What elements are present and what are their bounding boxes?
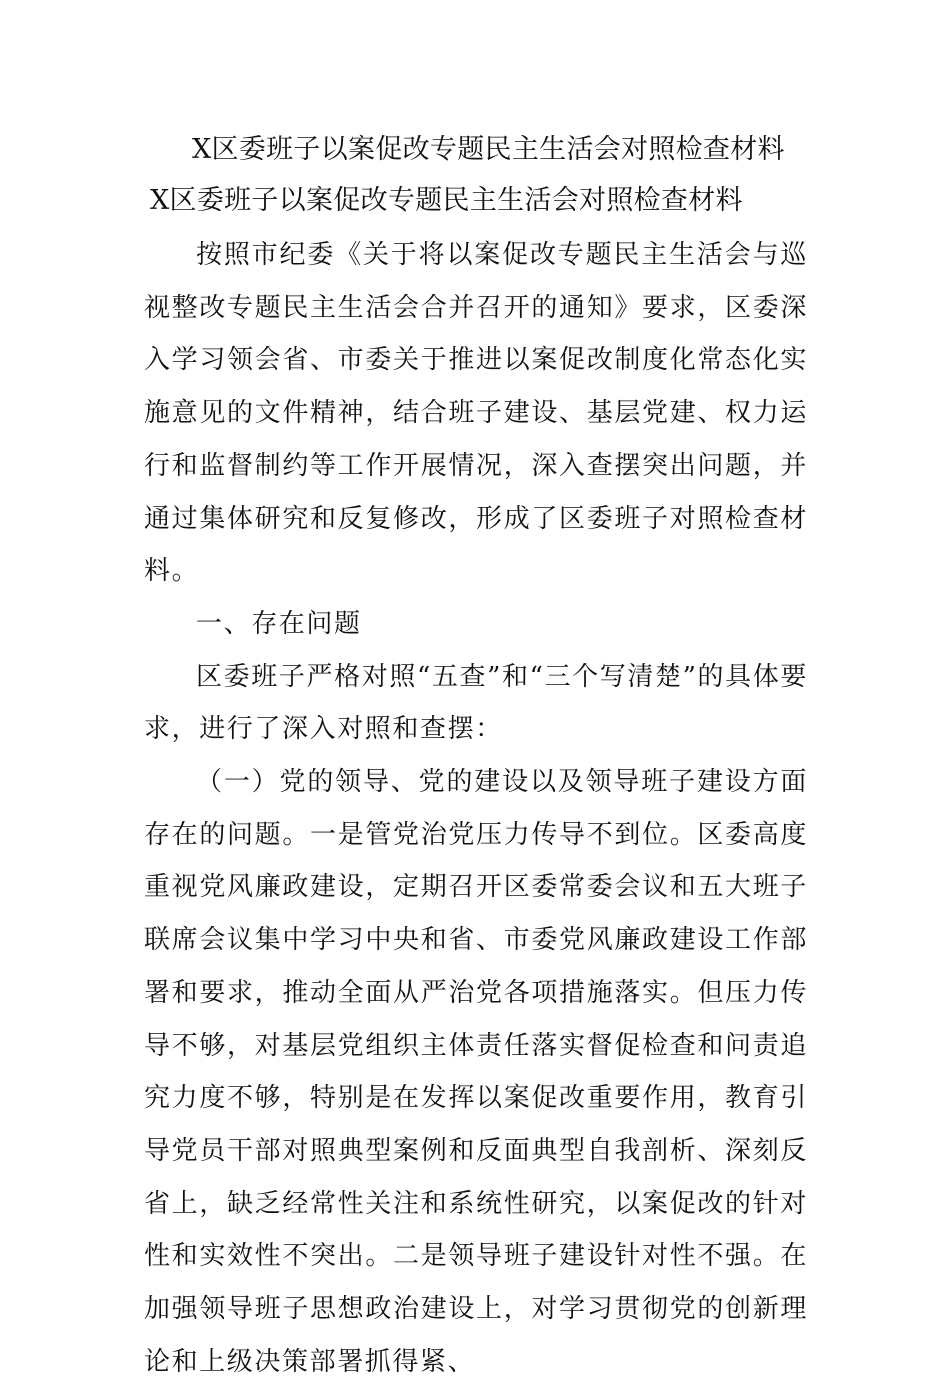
section-heading: 一、存在问题 (196, 608, 362, 639)
intro-paragraph: 按照市纪委《关于将以案促改专题民主生活会与巡视整改专题民主生活会合并召开的通知》要求，区委深入学习领会省、市委关于推进以案促改制度化常态化实施意见的文件精神，结合班子建设、基层党建、权力运行和监督制约等工作开展情况，深入查摆突出问题，并通过集体研究和反复修改，形成了区委班子对照检查材料。 (144, 240, 808, 587)
item-1-paragraph: （一）党的领导、党的建设以及领导班子建设方面存在的问题。一是管党治党压力传导不到位。区委高度重视党风廉政建设，定期召开区委常委会议和五大班子联席会议集中学习中央和省、市委党风廉政建设工作部署和要求，推动全面从严治党各项措施落实。但压力传导不够，对基层党组织主体责任落实督促检查和问责追究力度不够，特别是在发挥以案促改重要作用，教育引导党员干部对照典型案例和反面典型自我剖析、深刻反省上，缺乏经常性关注和系统性研究，以案促改的针对性和实效性不突出。二是领导班子建设针对性不强。在加强领导班子思想政治建设上，对学习贯彻党的创新理论和上级决策部署抓得紧、 (144, 767, 808, 1377)
section-intro-paragraph: 区委班子严格对照“五查”和“三个写清楚”的具体要求，进行了深入对照和查摆： (144, 661, 808, 745)
document-body (144, 229, 808, 1388)
document-subtitle: X区委班子以案促改专题民主生活会对照检查材料 (150, 185, 743, 216)
document-title: X区委班子以案促改专题民主生活会对照检查材料 (192, 134, 785, 165)
